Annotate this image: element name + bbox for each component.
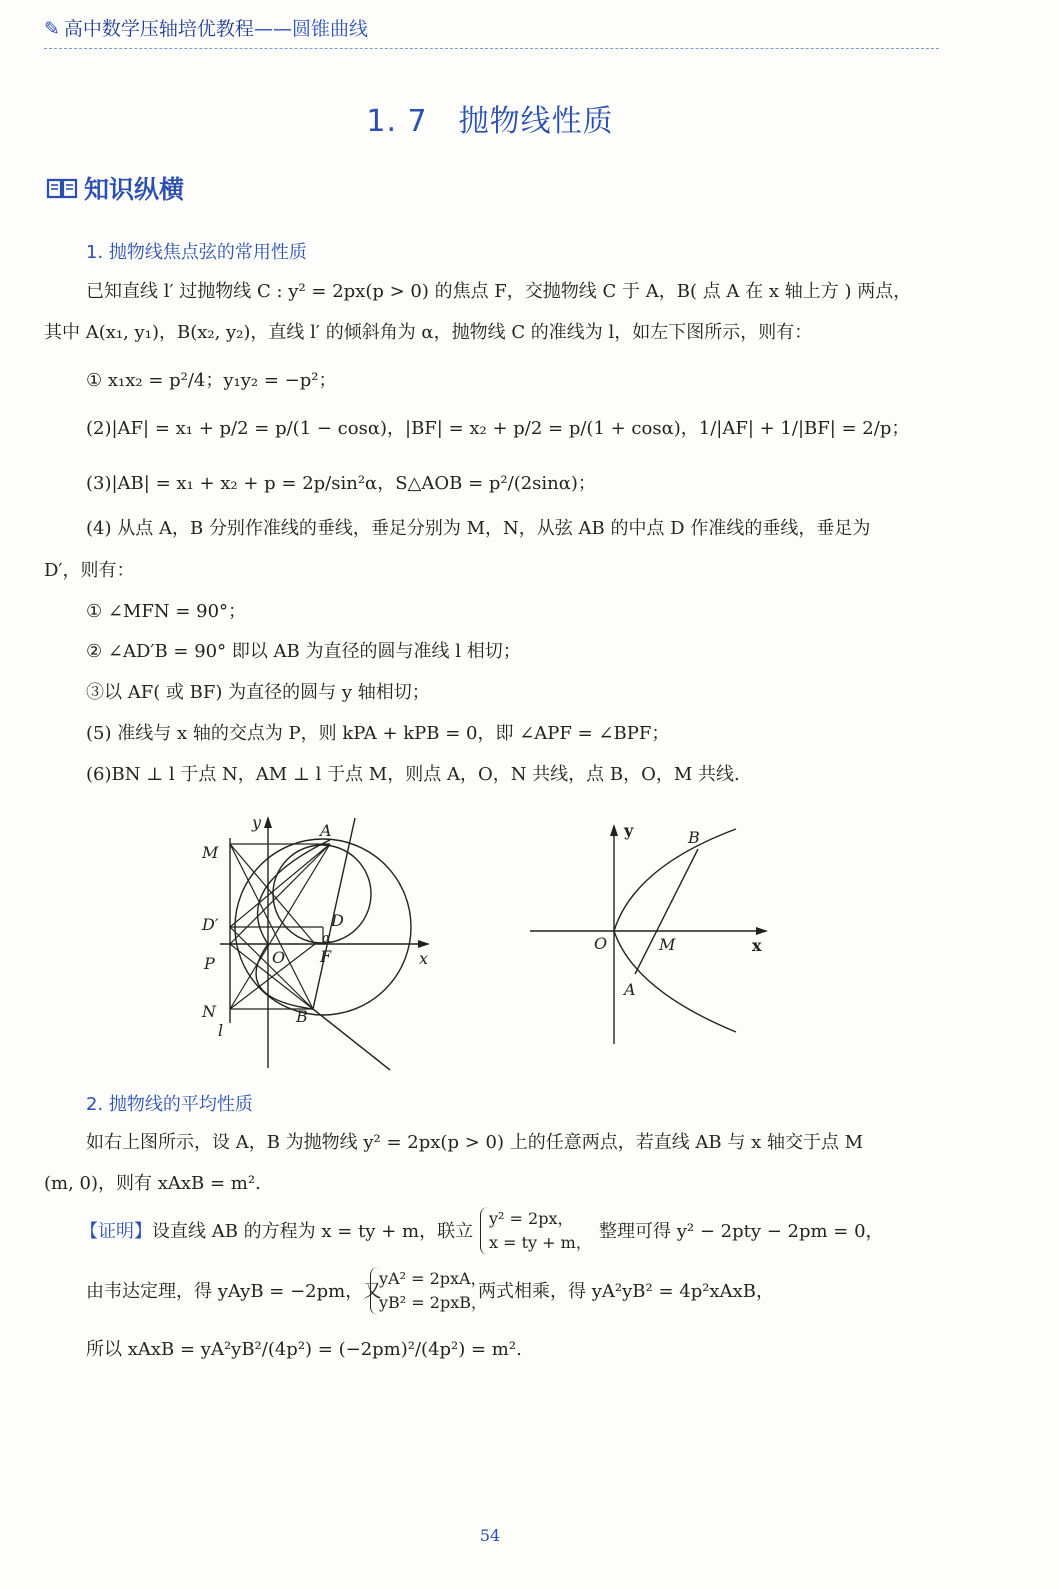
para1-line2: 其中 A(x₁, y₁)，B(x₂, y₂)，直线 l′ 的倾斜角为 α，抛物线 C 的准线为 l，如左下图所示，则有： [44,322,813,343]
label-M: M [659,935,676,954]
para1-line1: 已知直线 l′ 过抛物线 C : y² = 2px(p > 0) 的焦点 F，交抛物线 C 于 A，B( 点 A 在 x 轴上方 ) 两点， [86,281,912,302]
formula-6: (6)BN ⊥ l 于点 N，AM ⊥ l 于点 M，则点 A，O，N 共线，点 B，O，M 共线. [86,764,740,785]
proof-line2-end: 两式相乘，得 yA²yB² = 4p²xAxB， [478,1281,774,1302]
proof-line1-start: 【证明】设直线 AB 的方程为 x = ty + m，联立 [80,1221,474,1242]
figure-focal-chord [190,808,440,1078]
formula-1: ① x₁x₂ = p²/4；y₁y₂ = −p²； [86,370,337,391]
label-D-prime: D′ [202,915,219,934]
figure-mean-property [526,812,776,1052]
header-divider [44,48,939,49]
label-x: x [752,936,762,955]
label-B: B [296,1007,308,1026]
label-y: y [624,821,634,840]
section-title: 知识纵横 [84,175,185,204]
book-icon [46,176,78,200]
subheading-2: 2. 抛物线的平均性质 [86,1094,253,1115]
label-M: M [202,843,219,862]
label-O: O [594,934,608,953]
label-P: P [204,954,215,973]
subheading-1: 1. 抛物线焦点弦的常用性质 [86,242,307,263]
proof-tag: 【证明】 [80,1221,152,1242]
para2-line2: (m, 0)，则有 xAxB = m². [44,1173,261,1194]
label-alpha: α [322,931,331,946]
book-subtitle: 圆锥曲线 [291,18,368,40]
chord-ab [635,849,698,974]
formula-2: (2)|AF| = x₁ + p/2 = p/(1 − cosα)，|BF| = x₂ + p/2 = p/(1 + cosα)，1/|AF| + 1/|BF| = 2/p； [86,418,910,439]
formula-5: (5) 准线与 x 轴的交点为 P，则 kPA + kPB = 0，即 ∠APF = ∠BPF； [86,723,670,744]
af-circle [273,845,371,943]
proof-line3: 所以 xAxB = yA²yB²/(4p²) = (−2pm)²/(4p²) = m². [86,1339,522,1360]
formula-4a: ① ∠MFN = 90°； [86,601,247,622]
proof-line1-end: 整理可得 y² − 2pty − 2pm = 0， [599,1221,884,1242]
proof-line2-start: 由韦达定理，得 yAyB = −2pm，又 [86,1281,382,1302]
label-l: l [218,1021,224,1040]
running-header [44,14,939,44]
pen-icon: ✎ [44,18,60,40]
label-A: A [624,980,636,999]
label-x: x [419,949,429,968]
header-dash: —— [253,18,292,40]
label-y: y [252,813,262,832]
chapter-title: 1. 7 抛物线性质 [366,104,614,139]
formula-4-line1: (4) 从点 A，B 分别作准线的垂线，垂足分别为 M，N，从弦 AB 的中点 D 作准线的垂线，垂足为 [86,518,871,539]
formula-4c: ③以 AF( 或 BF) 为直径的圆与 y 轴相切； [86,682,430,703]
proof-system-2: yA² = 2pxA， yB² = 2pxB， [370,1267,487,1315]
label-F: F [320,947,332,966]
label-A: A [320,821,332,840]
para2-line1: 如右上图所示，设 A，B 为抛物线 y² = 2px(p > 0) 上的任意两点，若直线 AB 与 x 轴交于点 M [86,1132,864,1153]
label-N: N [202,1002,216,1021]
section-heading [46,170,184,206]
proof-system-1: y² = 2px， x = ty + m， [480,1207,592,1255]
page-number: 54 [479,1526,501,1545]
formula-3: (3)|AB| = x₁ + x₂ + p = 2p/sin²α，S△AOB = p²/(2sinα)； [86,473,596,494]
book-title: 高中数学压轴培优教程 [63,18,254,40]
label-D: D [331,911,344,930]
formula-4-line2: D′，则有： [44,560,135,581]
label-O: O [272,948,286,967]
formula-4b: ② ∠AD′B = 90° 即以 AB 为直径的圆与准线 l 相切； [86,641,521,662]
label-B: B [688,828,700,847]
